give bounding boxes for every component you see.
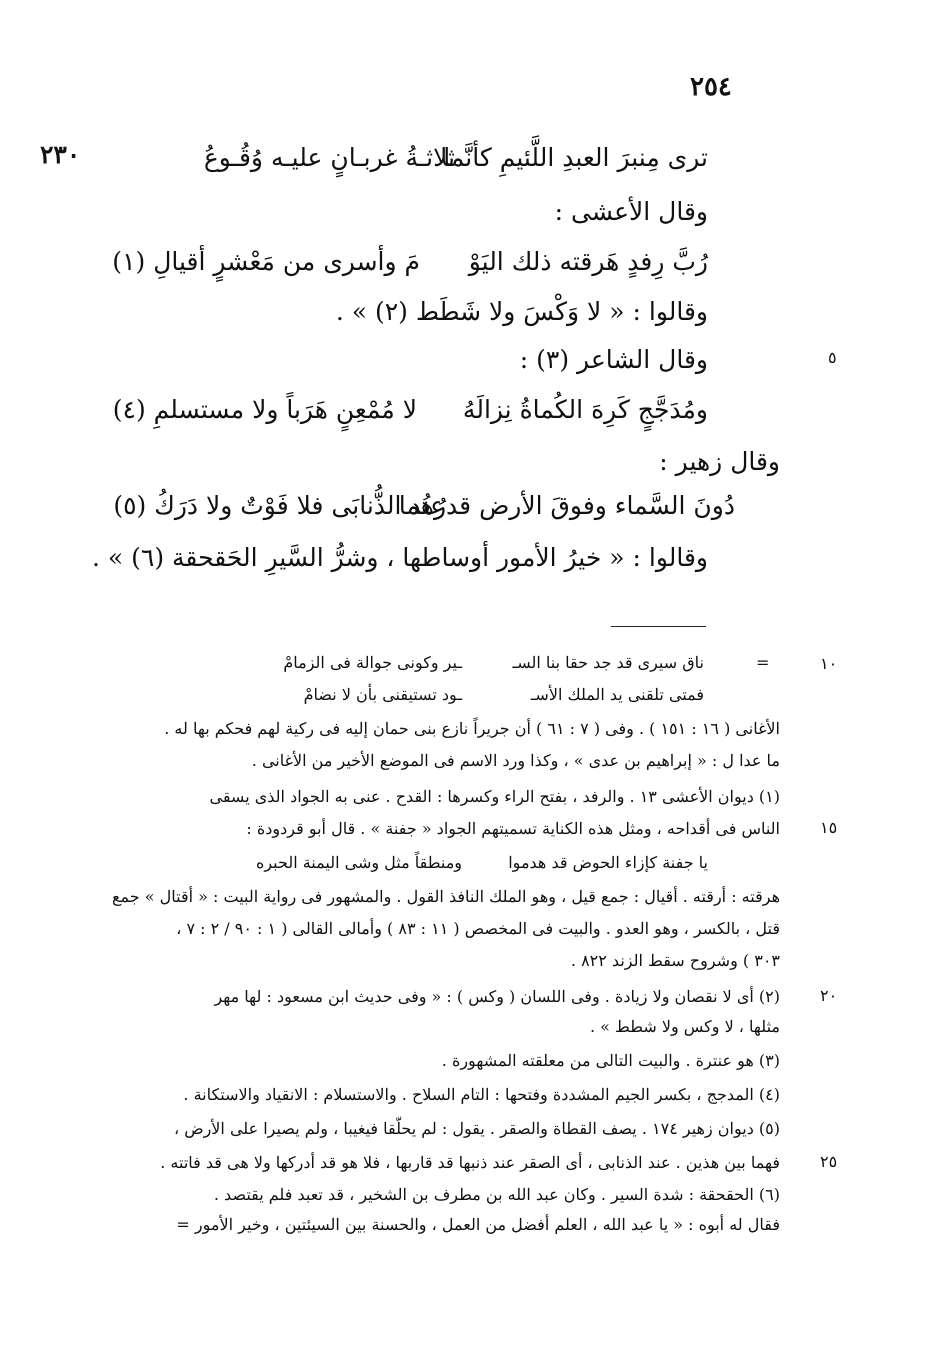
footnote-line: هرقته : أرقته . أقيال : جمع قيل ، وهو الملك النافذ القول . والمشهور فى رواية البيت : « أقتال » جمع: [112, 887, 780, 906]
margin-number-10: ١٠: [820, 654, 838, 673]
verse-2-second-hemistich: مَ وأسرى من مَعْشرٍ أقيالِ (١): [112, 247, 420, 276]
footnote-line: مثلها ، لا وكس ولا شطط » .: [589, 1017, 780, 1036]
footnote-line: ما عدا ل : « إبراهيم بن عدى » ، وكذا ورد الاسم فى الموضع الأخير من الأغانى .: [251, 751, 780, 770]
footnote-line: قتل ، بالكسر ، وهو العدو . والبيت فى المخصص ( ١١ : ٨٣ ) وأمالى القالى ( ١ : ٩٠ / ٢ : ٧ ،: [176, 919, 780, 938]
footnote-verse-3-second: ومنطقاً مثل وشى اليمنة الحبره: [255, 853, 462, 872]
verse-4-first-hemistich: دُونَ السَّماء وفوقَ الأرض قدرُهُما: [398, 491, 735, 520]
footnote-5: (٥) ديوان زهير ١٧٤ . يصف القطاة والصقر . يقول : لم يحلّقا فيغيبا ، ولم يصيرا على الأرض ،: [173, 1119, 780, 1138]
footnote-verse-3-first: يا جفنة كإزاء الحوض قد هدموا: [508, 853, 708, 872]
margin-number-5: ٥: [828, 348, 837, 367]
footnote-verse-2-second: ـود تستيقنى بأن لا نضامْ: [303, 685, 462, 704]
margin-number-15: ١٥: [820, 818, 838, 837]
footnote-1: (١) ديوان الأعشى ١٣ . والرفد ، بفتح الراء وكسرها : القدح . عنى به الجواد الذى يسقى: [209, 787, 780, 806]
footnote-line: الأغانى ( ١٦ : ١٥١ ) . وفى ( ٧ : ٦١ ) أن جريراً نازع بنى حمان إليه فى ركية لهم فحكم بها له .: [164, 719, 780, 738]
continuation-marker: =: [756, 653, 770, 672]
intro-the-poet: وقال الشاعر (٣) :: [519, 345, 708, 374]
page-number: ٢٥٤: [690, 72, 732, 102]
footnote-line: فقال له أبوه : « يا عبد الله ، العلم أفضل من العمل ، والحسنة بين السيئتين ، وخير الأمور =: [176, 1215, 780, 1234]
intro-al-asha: وقال الأعشى :: [554, 197, 708, 226]
footnote-2: (٢) أى لا نقصان ولا زيادة . وفى اللسان ( وكس ) : « وفى حديث ابن مسعود : لها مهر: [214, 987, 780, 1006]
verse-1-first-hemistich: ترى مِنبرَ العبدِ اللَّئيمِ كأنَّما: [443, 143, 708, 172]
verse-4-second-hemistich: عند الذُّنابَى فلا فَوْتٌ ولا دَرَكُ (٥): [113, 491, 445, 520]
footnote-verse-2-first: فمتى تلقنى يد الملك الأسـ: [530, 685, 704, 704]
verse-1-second-hemistich: ثلاثـةُ غربـانٍ عليـه وُقُـوعُ: [203, 143, 455, 172]
footnote-line: فهما بين هذين . عند الذنابى ، أى الصقر عند ذنبها قد قاربها ، فلا هو قد أدركها ولا هى قد فاتته .: [160, 1153, 780, 1172]
footnote-line: ٣٠٣ ) وشروح سقط الزند ٨٢٢ .: [570, 951, 780, 970]
margin-number-20: ٢٠: [820, 986, 838, 1005]
saying-best-of-affairs: وقالوا : « خيرُ الأمور أوساطها ، وشرُّ السَّيرِ الحَقحقة (٦) » .: [91, 543, 708, 572]
margin-number-230: ٢٣٠: [40, 140, 81, 169]
verse-3-second-hemistich: لا مُمْعِنٍ هَرَباً ولا مستسلمِ (٤): [112, 395, 417, 424]
footnote-line: الناس فى أقداحه ، ومثل هذه الكناية تسميتهم الجواد « جفنة » . قال أبو قردودة :: [246, 819, 780, 838]
footnote-4: (٤) المدجج ، بكسر الجيم المشددة وفتحها : التام السلاح . والاستسلام : الانقياد والاستكانة .: [183, 1085, 780, 1104]
saying-no-loss-no-excess: وقالوا : « لا وَكْسَ ولا شَطَط (٢) » .: [335, 297, 708, 326]
footnote-6: (٦) الحقحقة : شدة السير . وكان عبد الله بن مطرف بن الشخير ، قد تعبد فلم يقتصد .: [213, 1185, 780, 1204]
verse-3-first-hemistich: ومُدَجَّجٍ كَرِهَ الكُماةُ نِزالَهُ: [462, 395, 708, 424]
margin-number-25: ٢٥: [820, 1152, 838, 1171]
footnote-verse-1-second: ـير وكونى جوالة فى الزمامْ: [283, 653, 462, 672]
footnote-separator: [611, 626, 706, 627]
footnote-verse-1-first: ناق سيرى قد جد حقا بنا السـ: [512, 653, 704, 672]
intro-zuhair: وقال زهير :: [659, 447, 780, 476]
verse-2-first-hemistich: رُبَّ رِفدٍ هَرقته ذلك اليَوْ: [468, 247, 708, 276]
footnote-3: (٣) هو عنترة . والبيت التالى من معلقته المشهورة .: [441, 1051, 780, 1070]
